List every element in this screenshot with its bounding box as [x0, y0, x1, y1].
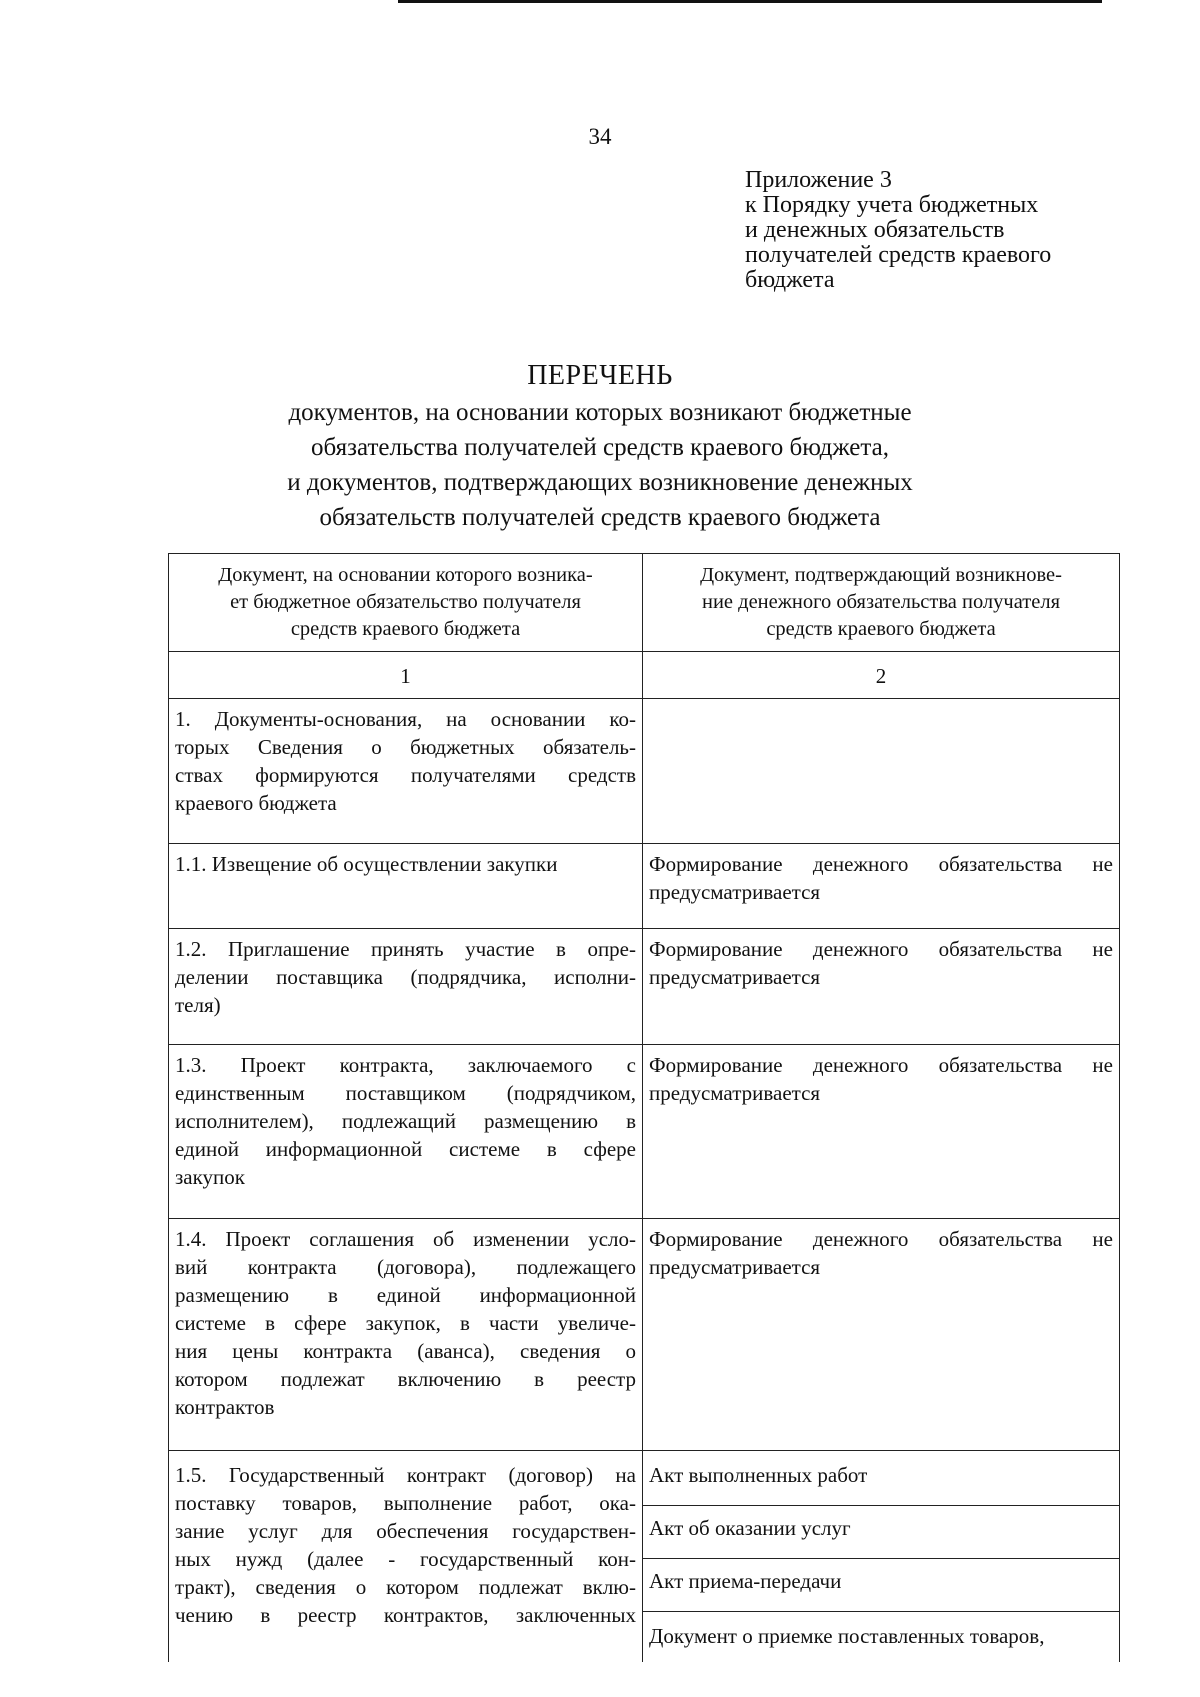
table-row — [169, 1045, 1120, 1219]
appendix-line: Приложение 3 — [745, 167, 892, 193]
subtitle-line: и документов, подтверждающих возникновение денежных — [287, 469, 913, 496]
cell-line: закупок — [175, 1165, 245, 1189]
cell-line: 1.1. Извещение об осуществлении закупки — [175, 852, 558, 876]
page-number: 34 — [588, 124, 612, 149]
cell-line: предусматривается — [649, 965, 821, 989]
header-text: ет бюджетное обязательство получателя — [230, 591, 581, 613]
confirming-document-cell — [643, 1612, 1120, 1663]
cell-line: 1.3. Проект контракта, заключаемого с — [175, 1053, 636, 1077]
cell-line: ния цены контракта (аванса), сведения о — [175, 1339, 636, 1363]
confirming-document-cell — [643, 1559, 1120, 1612]
cell-line: единственным поставщиком (подрядчиком, — [175, 1081, 636, 1105]
appendix-line: и денежных обязательств — [745, 217, 1005, 243]
cell-line: 1.5. Государственный контракт (договор) на — [175, 1463, 636, 1487]
appendix-line: к Порядку учета бюджетных — [745, 192, 1039, 218]
cell-line: котором подлежат включению в реестр — [175, 1367, 636, 1391]
cell-line: чению в реестр контрактов, заключенных — [175, 1603, 636, 1627]
appendix-block — [745, 168, 1051, 293]
top-border-line — [398, 0, 1102, 3]
cell-line: краевого бюджета — [175, 791, 337, 815]
table-row — [169, 699, 1120, 844]
cell-line: ных нужд (далее - государственный кон- — [175, 1547, 636, 1571]
cell-line: исполнителем), подлежащий размещению в — [175, 1109, 636, 1133]
appendix-line: получателей средств краевого — [745, 242, 1052, 268]
header-cell-basis-document — [169, 554, 643, 652]
cell-line: предусматривается — [649, 1081, 821, 1105]
cell-line: ствах формируются получателями средств — [175, 763, 636, 787]
cell-line: Документ о приемке поставленных товаров, — [649, 1624, 1045, 1648]
cell-line: зание услуг для обеспечения государствен- — [175, 1519, 636, 1543]
document-subtitle — [0, 395, 1200, 535]
header-text: Документ, подтверждающий возникнове- — [700, 564, 1062, 586]
cell-line: поставку товаров, выполнение работ, ока- — [175, 1491, 636, 1515]
cell-line: предусматривается — [649, 1255, 821, 1279]
cell-line: вий контракта (договора), подлежащего — [175, 1255, 636, 1279]
basis-document-cell — [169, 1219, 643, 1451]
table-row — [169, 929, 1120, 1045]
cell-line: Формирование денежного обязательства не — [649, 852, 1113, 876]
cell-line: Формирование денежного обязательства не — [649, 1053, 1113, 1077]
confirming-document-cell — [643, 1219, 1120, 1451]
basis-document-cell — [169, 929, 643, 1045]
confirming-document-cell — [643, 929, 1120, 1045]
confirming-document-cell — [643, 1451, 1120, 1506]
confirming-document-cell — [643, 1045, 1120, 1219]
basis-document-cell — [169, 844, 643, 929]
confirming-document-cell — [643, 844, 1120, 929]
empty-cell — [643, 699, 1120, 844]
basis-document-cell — [169, 1045, 643, 1219]
cell-line: Акт приема-передачи — [649, 1569, 842, 1593]
cell-line: единой информационной системе в сфере — [175, 1137, 636, 1161]
cell-line: Формирование денежного обязательства не — [649, 937, 1113, 961]
column-number: 1 — [169, 652, 643, 699]
section-heading-cell — [169, 699, 643, 844]
documents-table — [168, 553, 1120, 1662]
header-text: средств краевого бюджета — [766, 618, 996, 640]
cell-line: контрактов — [175, 1395, 275, 1419]
table-row — [169, 1451, 1120, 1506]
basis-document-cell — [169, 1451, 643, 1663]
cell-line: 1.2. Приглашение принять участие в опре- — [175, 937, 636, 961]
header-cell-confirming-document — [643, 554, 1120, 652]
cell-line: Акт выполненных работ — [649, 1463, 868, 1487]
header-text: средств краевого бюджета — [290, 618, 521, 640]
cell-line: теля) — [175, 993, 221, 1017]
column-number: 2 — [643, 652, 1120, 699]
table-header-row — [169, 554, 1120, 652]
confirming-document-cell — [643, 1506, 1120, 1559]
subtitle-line: обязательства получателей средств краевого бюджета, — [311, 434, 889, 461]
cell-line: размещению в единой информационной — [175, 1283, 636, 1307]
header-text: ние денежного обязательства получателя — [701, 591, 1061, 613]
cell-line: тракт), сведения о котором подлежат вклю- — [175, 1575, 636, 1599]
cell-line: системе в сфере закупок, в части увеличе- — [175, 1311, 636, 1335]
cell-line: 1. Документы-основания, на основании ко- — [175, 707, 636, 731]
document-title: ПЕРЕЧЕНЬ — [527, 360, 673, 391]
table-row — [169, 844, 1120, 929]
cell-line: 1.4. Проект соглашения об изменении усло- — [175, 1227, 636, 1251]
column-number-row — [169, 652, 1120, 699]
subtitle-line: обязательств получателей средств краевого бюджета — [319, 504, 881, 531]
cell-line: делении поставщика (подрядчика, исполни- — [175, 965, 636, 989]
subtitle-line: документов, на основании которых возникают бюджетные — [288, 399, 912, 426]
cell-line: предусматривается — [649, 880, 821, 904]
header-text: Документ, на основании которого возника- — [218, 564, 593, 586]
cell-line: Формирование денежного обязательства не — [649, 1227, 1113, 1251]
cell-line: торых Сведения о бюджетных обязатель- — [175, 735, 636, 759]
cell-line: Акт об оказании услуг — [649, 1516, 851, 1540]
table-row — [169, 1219, 1120, 1451]
appendix-line: бюджета — [745, 267, 835, 293]
